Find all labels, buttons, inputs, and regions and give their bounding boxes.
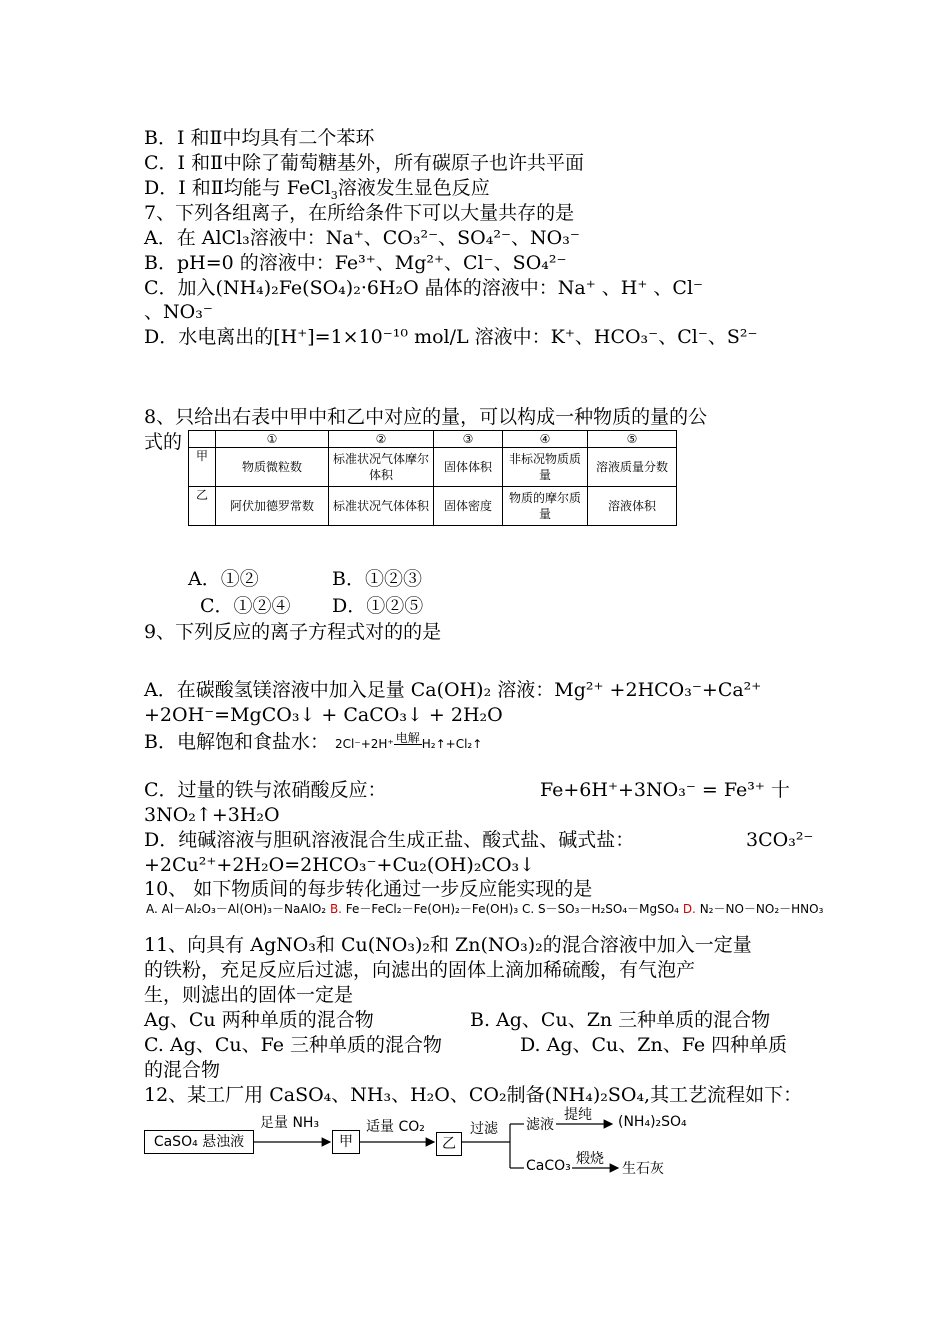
q6-option-c: C．I 和Ⅱ中除了葡萄糖基外，所有碳原子也许共平面 (144, 152, 584, 174)
q8-stem-line2: 式的 (144, 431, 183, 453)
q8-header-cell (189, 431, 216, 448)
q8-stem-line1: 8、只给出右表中甲中和乙中对应的量，可以构成一种物质的量的公 (144, 406, 708, 428)
q9-b-label: B．电解饱和食盐水： (144, 731, 329, 753)
q8-option-d: D．①②⑤ (332, 595, 424, 617)
q11-option-c: C. Ag、Cu、Fe 三种单质的混合物 (144, 1034, 443, 1056)
q10-option-c: C. S－SO₃－H₂SO₄－MgSO₄ (518, 902, 679, 916)
q10-option-a: A. Al－Al₂O₃－Al(OH)₃－NaAlO₂ (146, 902, 327, 916)
flow-purify-label: 提纯 (564, 1107, 592, 1123)
q7-stem: 7、下列各组离子，在所给条件下可以大量共存的是 (144, 202, 575, 224)
flow-precipitate: CaCO₃ (526, 1158, 571, 1174)
q8-option-c: C．①②④ (200, 595, 291, 617)
q8-cell: 非标况物质质量 (503, 448, 588, 487)
q12-process-flow (144, 1107, 687, 1180)
flow-calcine-label: 煅烧 (576, 1151, 604, 1167)
q7-option-a: A．在 AlCl₃溶液中：Na⁺、CO₃²⁻、SO₄²⁻、NO₃⁻ (144, 227, 580, 249)
q10-options (146, 899, 823, 919)
q8-table-row-jia (189, 448, 677, 487)
q8-table-row-yi (189, 487, 677, 526)
q6-d-sub: 3 (330, 188, 338, 202)
q8-option-b: B．①②③ (332, 568, 422, 590)
q11-stem-line1: 11、向具有 AgNO₃和 Cu(NO₃)₂和 Zn(NO₃)₂的混合溶液中加入一定量 (144, 934, 752, 956)
q11-stem-line3: 生，则滤出的固体一定是 (144, 984, 354, 1006)
q8-cell: 溶液质量分数 (588, 448, 677, 487)
q9-option-a-line2: +2OH⁻=MgCO₃↓ + CaCO₃↓ + 2H₂O (144, 704, 503, 726)
flow-step3-label: 过滤 (470, 1121, 498, 1137)
q7-option-c-line1: C．加入(NH₄)₂Fe(SO₄)₂·6H₂O 晶体的溶液中：Na⁺ 、H⁺ 、Cl⁻ (144, 277, 704, 299)
q8-cell: 固体体积 (434, 448, 503, 487)
q10-option-d: N₂－NO－NO₂－HNO₃ (695, 902, 824, 916)
q12-stem: 12、某工厂用 CaSO₄、NH₃、H₂O、CO₂制备(NH₄)₂SO₄,其工艺流程如下： (144, 1084, 803, 1106)
q9-b-equation-right: H₂↑+Cl₂↑ (421, 737, 483, 751)
q8-row-label: 乙 (189, 487, 216, 526)
q9-stem: 9、下列反应的离子方程式对的的是 (144, 621, 442, 643)
q7-option-c-line2: 、NO₃⁻ (144, 301, 213, 323)
q11-option-d: D. Ag、Cu、Zn、Fe 四种单质 (520, 1034, 788, 1056)
flow-filtrate: 滤液 (526, 1117, 554, 1133)
flow-yi-box: 乙 (436, 1132, 462, 1156)
q8-option-a: A．①② (188, 568, 259, 590)
q8-cell: 标准状况气体体积 (329, 487, 434, 526)
flow-lime: 生石灰 (622, 1161, 664, 1177)
q10-option-b: Fe－FeCl₂－Fe(OH)₂－Fe(OH)₃ (341, 902, 519, 916)
q9-b-condition: 电解 (395, 731, 420, 745)
q8-header-cell: ③ (434, 431, 503, 448)
q6-option-b: B．I 和Ⅱ中均具有二个苯环 (144, 127, 375, 149)
q10-option-d-letter: D. (679, 902, 696, 916)
q8-cell: 溶液体积 (588, 487, 677, 526)
q11-option-a: Ag、Cu 两种单质的混合物 (144, 1009, 374, 1031)
q8-header-cell: ④ (503, 431, 588, 448)
q8-cell: 阿伏加德罗常数 (216, 487, 329, 526)
q11-option-d-cont: 的混合物 (144, 1059, 221, 1081)
q9-option-a-line1: A．在碳酸氢镁溶液中加入足量 Ca(OH)₂ 溶液：Mg²⁺ +2HCO₃⁻+Ca²⁺ (144, 679, 762, 701)
q9-option-c-equation: Fe+6H⁺+3NO₃⁻ = Fe³⁺ 十 (540, 779, 790, 801)
q8-cell: 固体密度 (434, 487, 503, 526)
q8-table (188, 430, 677, 526)
q10-stem: 10、 如下物质间的每步转化通过一步反应能实现的是 (144, 878, 593, 900)
flow-jia-box: 甲 (332, 1130, 360, 1154)
q6-option-d (144, 176, 490, 200)
q7-option-b: B．pH=0 的溶液中：Fe³⁺、Mg²⁺、Cl⁻、SO₄²⁻ (144, 252, 567, 274)
flow-product: (NH₄)₂SO₄ (618, 1114, 687, 1130)
flow-start-box: CaSO₄ 悬浊液 (144, 1130, 254, 1154)
q8-header-cell: ② (329, 431, 434, 448)
q8-cell: 标准状况气体摩尔体积 (329, 448, 434, 487)
q9-option-c-line2: 3NO₂↑+3H₂O (144, 804, 280, 826)
q8-table-header-row (189, 431, 677, 448)
q9-option-d-equation: 3CO₃²⁻ (746, 829, 814, 851)
q7-option-d: D．水电离出的[H⁺]=1×10⁻¹⁰ mol/L 溶液中：K⁺、HCO₃⁻、Cl⁻、S²⁻ (144, 326, 758, 348)
q8-header-cell: ① (216, 431, 329, 448)
q11-option-b: B. Ag、Cu、Zn 三种单质的混合物 (470, 1009, 771, 1031)
q6-d-pre: D．I 和Ⅱ均能与 FeCl (144, 177, 331, 199)
q11-stem-line2: 的铁粉，充足反应后过滤，向滤出的固体上滴加稀硫酸，有气泡产 (144, 959, 696, 981)
q8-header-cell: ⑤ (588, 431, 677, 448)
q9-option-d-line2: +2Cu²⁺+2H₂O=2HCO₃⁻+Cu₂(OH)₂CO₃↓ (144, 854, 536, 876)
q8-cell: 物质的摩尔质量 (503, 487, 588, 526)
q6-d-post: 溶液发生显色反应 (337, 177, 490, 199)
q9-option-b (144, 730, 482, 756)
q9-option-c-line1: C．过量的铁与浓硝酸反应： (144, 779, 387, 801)
q8-cell: 物质微粒数 (216, 448, 329, 487)
q9-b-equation-left: 2Cl⁻+2H⁺ (335, 737, 394, 751)
flow-step2-label: 适量 CO₂ (366, 1119, 425, 1135)
q9-option-d-line1: D．纯碱溶液与胆矾溶液混合生成正盐、酸式盐、碱式盐： (144, 829, 635, 851)
q10-option-b-letter: B. (329, 902, 342, 916)
q8-row-label: 甲 (189, 448, 216, 487)
flow-step1-label: 足量 NH₃ (260, 1115, 320, 1131)
